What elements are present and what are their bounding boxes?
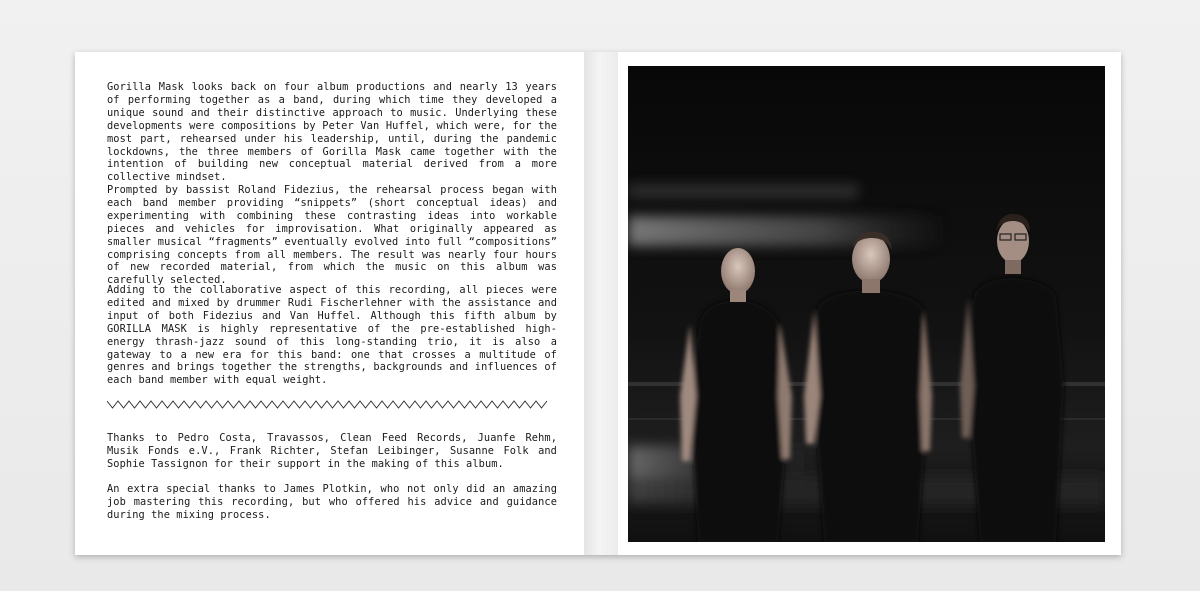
liner-notes-paragraph-1: Gorilla Mask looks back on four album productions and nearly 13 years of performing together as a band, during which time they developed a unique sound and their distinctive approach to music. Underlying these developments were compositions by Peter Van Huffel, which were, for the most part, rehearsed under his leadership, until, during the pandemic lockdowns, the three members of Gorilla Mask came together with the intention of building new conceptual material derived from a more collective mindset. [107,81,557,184]
musician-center-head [852,235,890,283]
booklet-gutter [584,52,618,555]
musician-center [804,290,932,542]
musician-left-head [721,248,755,294]
liner-notes-paragraph-3: Adding to the collaborative aspect of this recording, all pieces were edited and mixed by drummer Rudi Fischerlehner with the assistance and input of both Fidezius and Van Huffel. Although this fifth album by GORILLA MASK is highly representative of the pre-established high-energy thrash-jazz sound of this long-standing trio, it is also a gateway to a new era for this band: one that crosses a multitude of genres and brings together the strengths, backgrounds and influences of each band member with equal weight. [107,284,557,387]
thanks-paragraph-2: An extra special thanks to James Plotkin, who not only did an amazing job mastering this recording, but who offered his advice and guidance during the mixing process. [107,483,557,521]
zigzag-divider [107,400,549,409]
left-page [75,52,584,555]
right-page [618,52,1121,555]
musician-right-head [997,219,1029,263]
thanks-paragraph-1: Thanks to Pedro Costa, Travassos, Clean Feed Records, Juanfe Rehm, Musik Fonds e.V., Frank Richter, Stefan Leibinger, Susanne Folk and Sophie Tassignon for their support in the making of this album. [107,432,557,470]
booklet-spread [75,52,1121,555]
liner-notes-paragraph-2: Prompted by bassist Roland Fidezius, the rehearsal process began with each band member providing “snippets” (short conceptual ideas) and experimenting with combining these contrasting ideas into workable pieces and vehicles for improvisation. What originally appeared as smaller musical “fragments” eventually evolved into full “compositions” comprising concepts from all members. The result was nearly four hours of new recorded material, from which the music on this album was carefully selected. [107,184,557,287]
band-photo [628,66,1105,542]
